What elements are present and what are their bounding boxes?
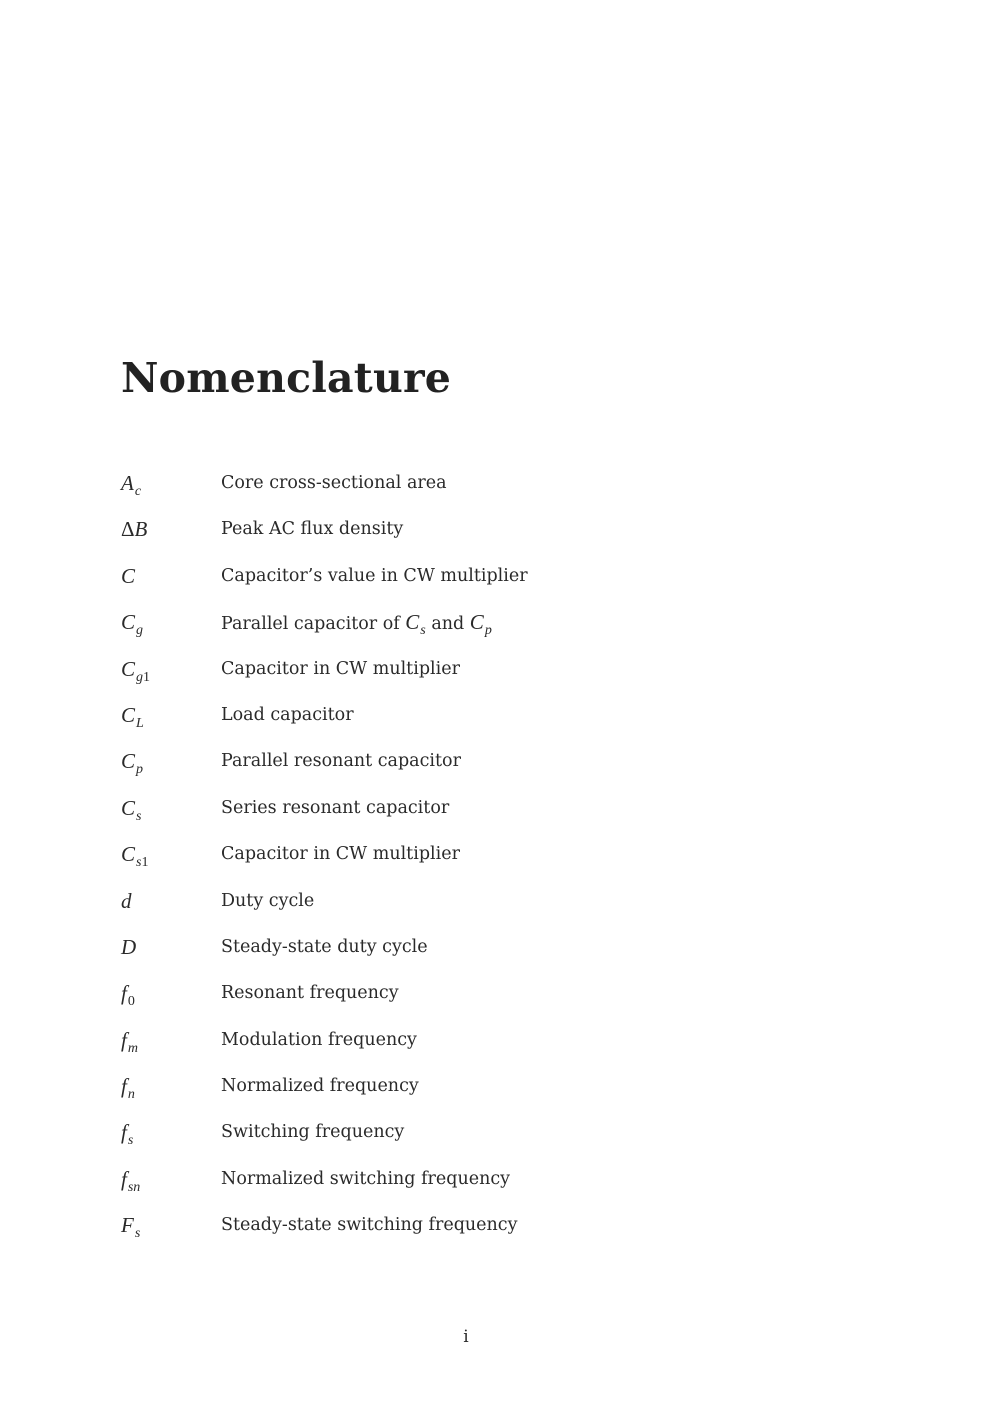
symbol: $f_{sn}$ xyxy=(121,1166,141,1195)
nomenclature-entry xyxy=(121,887,881,933)
symbol: $f_0$ xyxy=(121,981,135,1010)
nomenclature-entry xyxy=(121,515,881,561)
page-title: Nomenclature xyxy=(121,354,452,402)
description: Peak AC flux density xyxy=(221,519,404,540)
symbol: d xyxy=(121,888,132,913)
symbol: C xyxy=(121,563,136,588)
page-number: i xyxy=(463,1327,469,1347)
nomenclature-entry xyxy=(121,979,881,1025)
description: Parallel capacitor of $C_s$ and $C_p$ xyxy=(221,610,492,639)
symbol: $f_n$ xyxy=(121,1074,135,1103)
symbol: $C_L$ xyxy=(121,702,144,731)
symbol: $f_s$ xyxy=(121,1120,134,1149)
description: Capacitor in CW multiplier xyxy=(221,844,460,865)
description: Capacitor in CW multiplier xyxy=(221,658,460,679)
nomenclature-entry xyxy=(121,1026,881,1072)
nomenclature-list xyxy=(121,469,881,1258)
symbol: ΔB xyxy=(121,517,148,542)
nomenclature-entry xyxy=(121,608,881,654)
description: Parallel resonant capacitor xyxy=(221,751,461,772)
description: Load capacitor xyxy=(221,704,354,725)
nomenclature-entry xyxy=(121,1165,881,1211)
symbol: $C_{g1}$ xyxy=(121,656,151,685)
symbol: $F_s$ xyxy=(121,1213,141,1242)
nomenclature-entry xyxy=(121,794,881,840)
description: Capacitor’s value in CW multiplier xyxy=(221,565,528,586)
description: Series resonant capacitor xyxy=(221,797,450,818)
symbol: $C_{s1}$ xyxy=(121,842,149,871)
description: Normalized frequency xyxy=(221,1076,419,1097)
nomenclature-entry xyxy=(121,933,881,979)
nomenclature-entry xyxy=(121,655,881,701)
nomenclature-entry xyxy=(121,469,881,515)
symbol: D xyxy=(121,934,137,959)
description: Switching frequency xyxy=(221,1122,405,1143)
nomenclature-entry xyxy=(121,747,881,793)
description: Resonant frequency xyxy=(221,983,399,1004)
nomenclature-entry xyxy=(121,701,881,747)
description: Steady-state switching frequency xyxy=(221,1215,518,1236)
nomenclature-entry xyxy=(121,1211,881,1257)
symbol: $C_s$ xyxy=(121,795,142,824)
description: Steady-state duty cycle xyxy=(221,936,428,957)
nomenclature-entry xyxy=(121,1072,881,1118)
nomenclature-entry xyxy=(121,1118,881,1164)
description: Modulation frequency xyxy=(221,1029,417,1050)
symbol: $C_p$ xyxy=(121,749,144,778)
symbol: $A_c$ xyxy=(121,471,142,499)
description: Normalized switching frequency xyxy=(221,1168,511,1189)
description: Duty cycle xyxy=(221,890,315,911)
symbol: $f_m$ xyxy=(121,1027,138,1056)
symbol: $C_g$ xyxy=(121,610,144,639)
nomenclature-entry xyxy=(121,840,881,886)
nomenclature-entry xyxy=(121,562,881,608)
description: Core cross-sectional area xyxy=(221,473,447,493)
